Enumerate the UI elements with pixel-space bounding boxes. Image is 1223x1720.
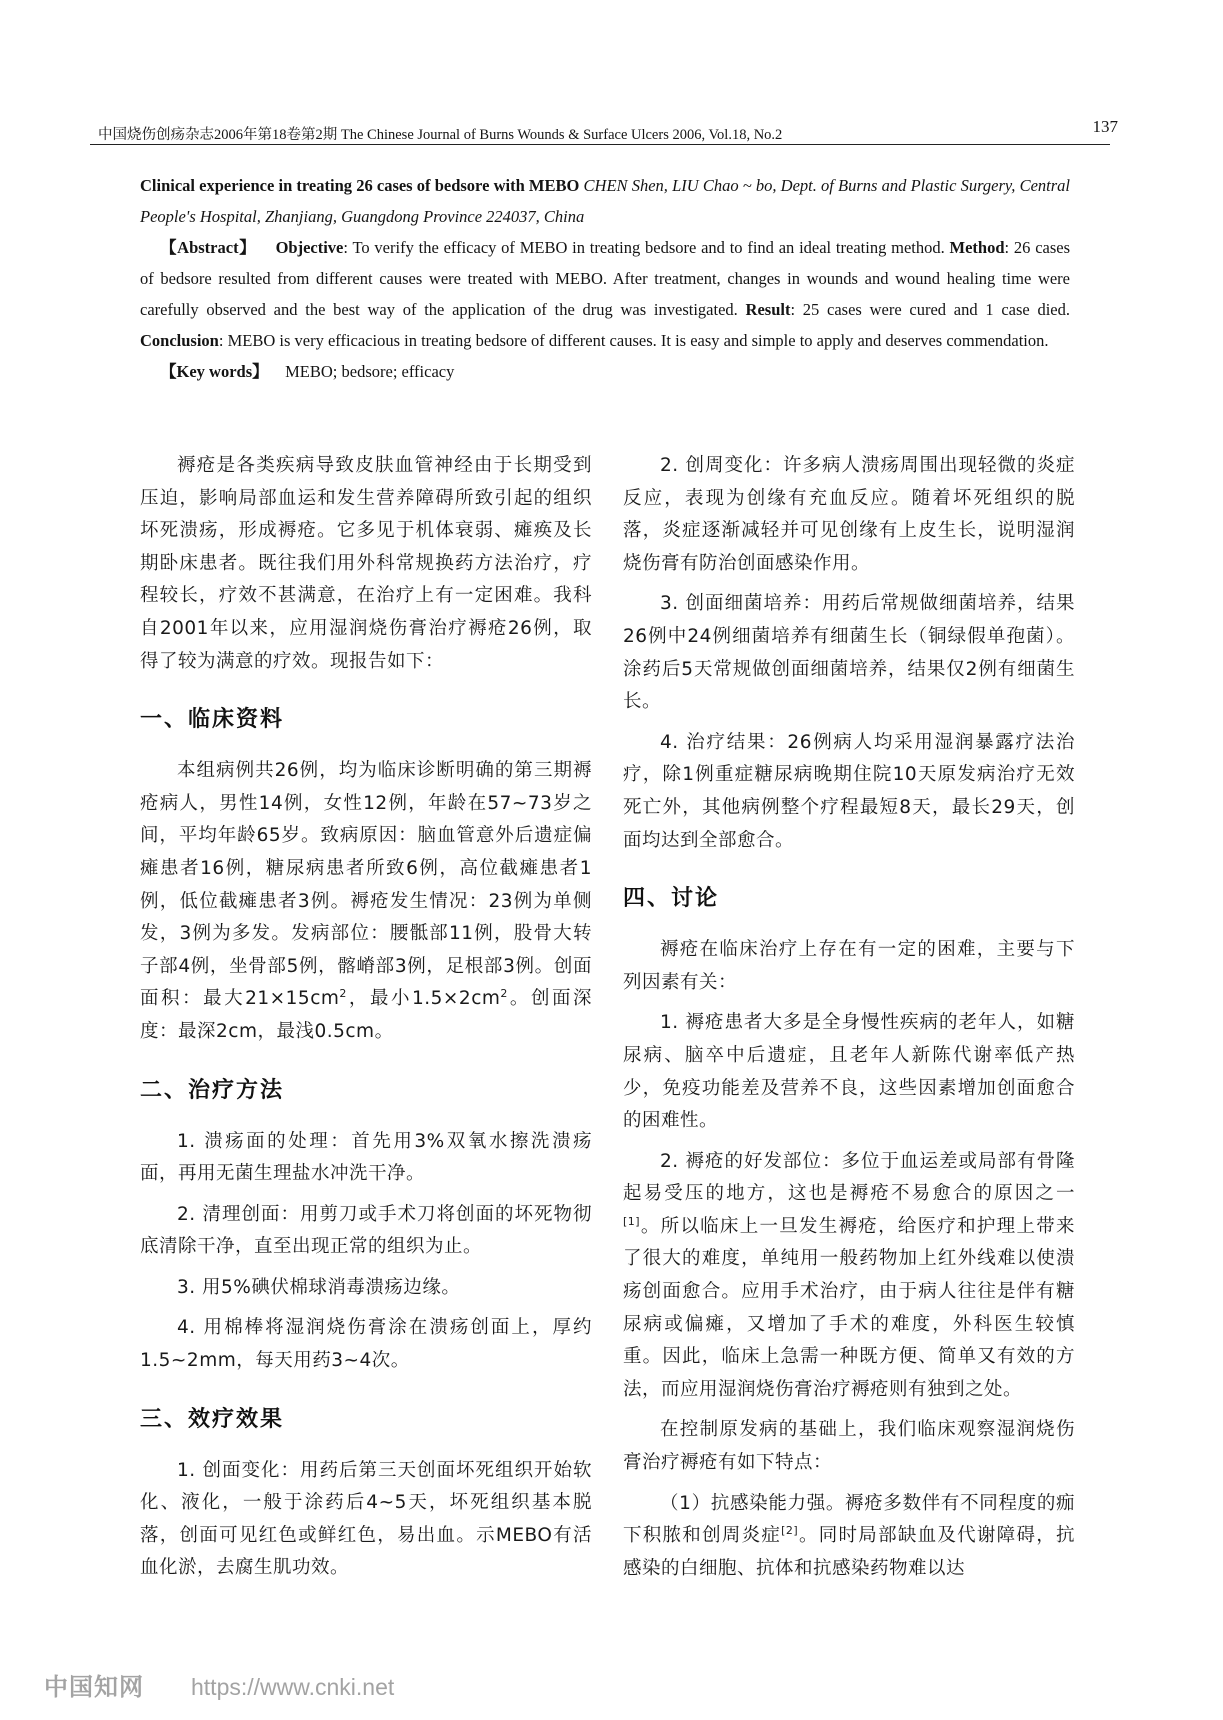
english-authors: CHEN Shen, LIU Chao ~ bo, Dept. of Burns and Plastic Surgery, Central People's Hospital, Zhanjiang, Guangdong Province 224037, China: [140, 176, 1071, 226]
right-column: [623, 450, 1075, 1585]
conclusion-text: : MEBO is very efficacious in treating bedsore of different causes. It is easy and simple to apply and deserves commendation.: [218, 331, 1049, 350]
header-rule: [90, 144, 1110, 145]
english-abstract: [140, 170, 1070, 387]
discussion-point-3: 在控制原发病的基础上，我们临床观察湿润烧伤膏治疗褥疮有如下特点：: [623, 1419, 1075, 1474]
running-head: [90, 117, 1118, 145]
result-text: : 25 cases were cured and 1 case died.: [790, 300, 1070, 319]
discussion-point-4: [623, 1488, 1075, 1586]
cnki-watermark: [44, 1667, 394, 1702]
abstract-paragraph: [140, 232, 1070, 356]
discussion-point-4-text-b: 。同时局部缺血及代谢障碍，抗感染的白细胞、抗体和抗感染药物难以达: [623, 1525, 1075, 1579]
superscript-2: 2: [339, 987, 347, 1001]
keywords-paragraph: [140, 356, 1070, 387]
clinical-data-text-b: ，最小1.5×2cm: [346, 988, 501, 1010]
objective-text: : To verify the efficacy of MEBO in treating bedsore and to find an ideal treating method.: [343, 238, 945, 257]
treatment-step-2: 2. 清理创面：用剪刀或手术刀将创面的坏死物彻底清除干净，直至出现正常的组织为止。: [140, 1203, 592, 1258]
result-item-3: 3. 创面细菌培养：用药后常规做细菌培养，结果26例中24例细菌培养有细菌生长（铜绿假单孢菌）。涂药后5天常规做创面细菌培养，结果仅2例有细菌生长。: [623, 593, 1075, 713]
treatment-step-4: 4. 用棉棒将湿润烧伤膏涂在溃疡创面上，厚约1.5~2mm，每天用药3~4次。: [140, 1317, 592, 1372]
treatment-step-1: 1. 溃疡面的处理：首先用3%双氧水擦洗溃疡面，再用无菌生理盐水冲洗干净。: [140, 1130, 592, 1185]
cnki-logo: 中国知网: [44, 1673, 144, 1701]
method-label: Method: [949, 238, 1005, 257]
treatment-step-3: 3. 用5%碘伏棉球消毒溃疡边缘。: [177, 1276, 461, 1298]
clinical-data-text-a: 本组病例共26例，均为临床诊断明确的第三期褥疮病人，男性14例，女性12例，年龄在57~73岁之间，平均年龄65岁。致病原因：脑血管意外后遗症偏瘫患者16例，糖尿病患者所致6例，高位截瘫患者1例，低位截瘫患者3例。褥疮发生情况：23例为单侧发，3例为多发。发病部位：腰骶部11例，股骨大转子部4例，坐骨部5例，髂嵴部3例，足根部3例。创面面积：最大21×15cm: [140, 760, 592, 1010]
cnki-url[interactable]: https://www.cnki.net: [191, 1674, 395, 1700]
left-column: [140, 450, 592, 1585]
result-item-1: 1. 创面变化：用药后第三天创面坏死组织开始软化、液化，一般于涂药后4~5天，坏死组织基本脱落，创面可见红色或鲜红色，易出血。示MEBO有活血化淤，去腐生肌功效。: [140, 1459, 592, 1579]
result-label: Result: [745, 300, 791, 319]
english-title: Clinical experience in treating 26 cases of bedsore with MEBO: [140, 176, 580, 195]
discussion-intro: 褥疮在临床治疗上存在有一定的困难，主要与下列因素有关：: [623, 939, 1075, 993]
citation-ref[interactable]: [2]: [781, 1524, 799, 1538]
conclusion-label: Conclusion: [140, 331, 219, 350]
english-title-line: [140, 170, 1070, 232]
discussion-point-2: [623, 1146, 1075, 1407]
page-number: 137: [1092, 117, 1118, 136]
intro-paragraph: 褥疮是各类疾病导致皮肤血管神经由于长期受到压迫，影响局部血运和发生营养障碍所致引起的组织坏死溃疡，形成褥疮。它多见于机体衰弱、瘫痪及长期卧床患者。既往我们用外科常规换药方法治疗，疗程较长，疗效不甚满意，在治疗上有一定困难。我科自2001年以来，应用湿润烧伤膏治疗褥疮26例，取得了较为满意的疗效。现报告如下：: [140, 455, 592, 672]
clinical-data-text-c: 。创面深度：最深2cm，最浅0.5cm。: [140, 988, 592, 1042]
objective-label: Objective: [275, 238, 344, 257]
citation-ref[interactable]: [1]: [623, 1214, 641, 1228]
journal-citation: 中国烧伤创疡杂志2006年第18卷第2期 The Chinese Journal of Burns Wounds & Surface Ulcers 2006, Vol.18, No.2: [98, 127, 783, 143]
section-heading-clinical-data: 一、临床资料: [140, 707, 285, 733]
superscript-2: 2: [500, 987, 508, 1001]
section-heading-discussion: 四、讨论: [623, 886, 720, 912]
section-heading-treatment: 二、治疗方法: [140, 1077, 285, 1103]
discussion-point-4-text-a: （1）抗感染能力强。褥疮多数伴有不同程度的痂下积脓和创周炎症: [623, 1492, 1075, 1547]
discussion-point-2-text-b: 。所以临床上一旦发生褥疮，给医疗和护理上带来了很大的难度，单纯用一般药物加上红外线难以使溃疡创面愈合。应用手术治疗，由于病人往往是伴有糖尿病或偏瘫，又增加了手术的难度，外科医生较慎重。因此，临床上急需一种既方便、简单又有效的方法，而应用湿润烧伤膏治疗褥疮则有独到之处。: [623, 1215, 1075, 1400]
result-item-2: 2. 创周变化：许多病人溃疡周围出现轻微的炎症反应，表现为创缘有充血反应。随着坏死组织的脱落，炎症逐渐减轻并可见创缘有上皮生长，说明湿润烧伤膏有防治创面感染作用。: [623, 455, 1075, 574]
method-text: : 26 cases of bedsore resulted from different causes were treated with MEBO. After treatment, changes in wounds and wound healing time were carefully observed and the best way of the application of the drug was investigated.: [140, 238, 1071, 319]
discussion-point-2-text-a: 2. 褥疮的好发部位：多位于血运差或局部有骨隆起易受压的地方，这也是褥疮不易愈合的原因之一: [623, 1150, 1075, 1205]
keywords-text: MEBO; bedsore; efficacy: [285, 362, 455, 381]
section-heading-results: 三、效疗效果: [140, 1406, 285, 1432]
clinical-data-paragraph: [140, 755, 592, 1048]
result-item-4: 4. 治疗结果：26例病人均采用湿润暴露疗法治疗，除1例重症糖尿病晚期住院10天原发病治疗无效死亡外，其他病例整个疗程最短8天，最长29天，创面均达到全部愈合。: [623, 731, 1075, 851]
keywords-label: 【Key words】: [160, 362, 269, 381]
abstract-label: 【Abstract】: [160, 238, 257, 257]
discussion-point-1: 1. 褥疮患者大多是全身慢性疾病的老年人，如糖尿病、脑卒中后遗症，且老年人新陈代谢率低产热少，免疫功能差及营养不良，这些因素增加创面愈合的困难性。: [623, 1012, 1075, 1132]
